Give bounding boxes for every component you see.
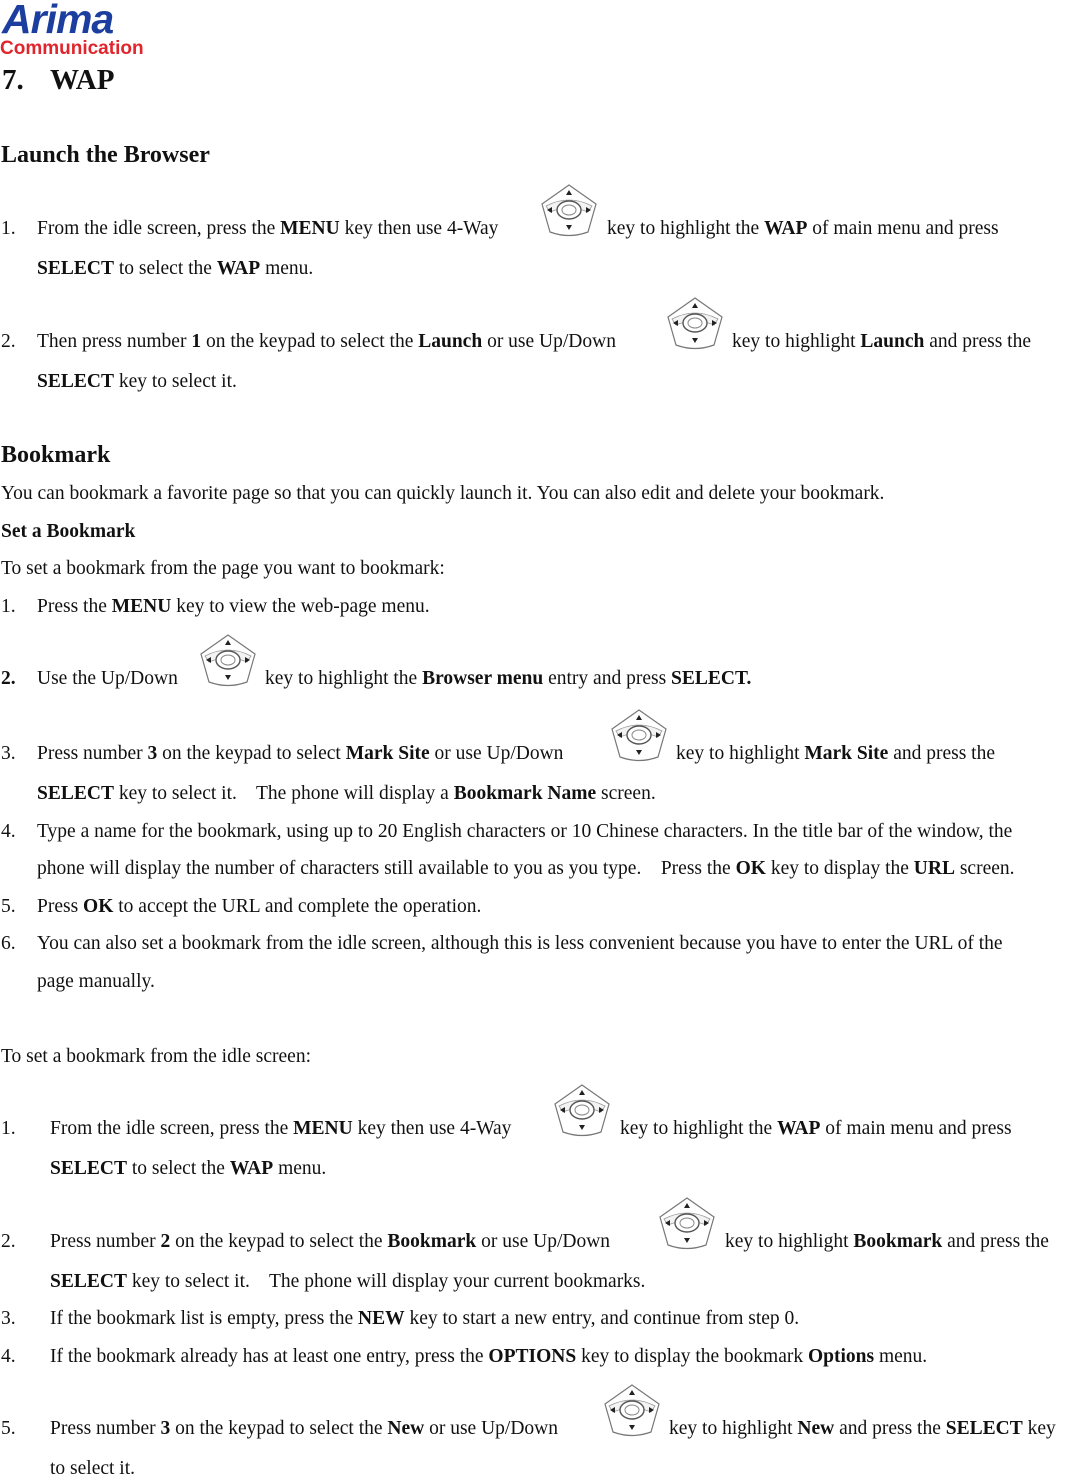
chapter-number: 7. xyxy=(2,64,24,96)
logo-subtitle: Communication xyxy=(0,38,144,59)
launch-step-1-text-c: SELECT to select the WAP menu. xyxy=(37,258,314,279)
idle-step-2-text-b: key to highlight Bookmark and press the xyxy=(725,1231,1049,1252)
idle-step-1-text-a: From the idle screen, press the MENU key then use 4-Way xyxy=(50,1118,512,1139)
up-down-key-icon xyxy=(601,1382,663,1440)
idle-step-2-number: 2. xyxy=(1,1231,16,1252)
page-step-3-text-b: key to highlight Mark Site and press the xyxy=(676,743,996,764)
from-idle-intro: To set a bookmark from the idle screen: xyxy=(1,1046,311,1067)
page-step-5-text: Press OK to accept the URL and complete the operation. xyxy=(37,896,482,917)
four-way-key-icon xyxy=(551,1082,613,1140)
set-bookmark-subheading: Set a Bookmark xyxy=(1,521,136,542)
launch-heading: Launch the Browser xyxy=(1,142,210,168)
idle-step-5-text-a: Press number 3 on the keypad to select the New or use Up/Down xyxy=(50,1418,558,1439)
up-down-key-icon xyxy=(664,295,726,353)
page-step-3-text-c: SELECT key to select it. The phone will display a Bookmark Name screen. xyxy=(37,783,656,804)
idle-step-3-text: If the bookmark list is empty, press the NEW key to start a new entry, and continue from step 0. xyxy=(50,1308,800,1329)
page-step-2-text-a: Use the Up/Down xyxy=(37,668,178,689)
launch-step-2-text-b: key to highlight Launch and press the xyxy=(732,331,1032,352)
idle-step-1-number: 1. xyxy=(1,1118,16,1139)
from-page-intro: To set a bookmark from the page you want to bookmark: xyxy=(1,558,445,579)
page-step-6-number: 6. xyxy=(1,933,16,954)
idle-step-2-text-a: Press number 2 on the keypad to select the Bookmark or use Up/Down xyxy=(50,1231,611,1252)
idle-step-2-text-c: SELECT key to select it. The phone will display your current bookmarks. xyxy=(50,1271,646,1292)
chapter-title: WAP xyxy=(50,64,115,96)
arima-logo xyxy=(0,2,152,58)
page-step-3-text-a: Press number 3 on the keypad to select Mark Site or use Up/Down xyxy=(37,743,564,764)
page-step-2-number: 2. xyxy=(1,668,16,689)
up-down-key-icon xyxy=(608,707,670,765)
page-step-5-number: 5. xyxy=(1,896,16,917)
launch-step-1-text-a: From the idle screen, press the MENU key then use 4-Way xyxy=(37,218,499,239)
idle-step-5-text-b: key to highlight New and press the SELECT key xyxy=(669,1418,1056,1439)
idle-step-4-text: If the bookmark already has at least one entry, press the OPTIONS key to display the bookmark Options menu. xyxy=(50,1346,928,1367)
page-step-1-number: 1. xyxy=(1,596,16,617)
bookmark-heading: Bookmark xyxy=(1,442,111,468)
launch-step-2-text-c: SELECT key to select it. xyxy=(37,371,237,392)
idle-step-1-text-b: key to highlight the WAP of main menu and press xyxy=(620,1118,1012,1139)
up-down-key-icon xyxy=(656,1195,718,1253)
idle-step-5-number: 5. xyxy=(1,1418,16,1439)
idle-step-5-text-c: to select it. xyxy=(50,1458,136,1479)
page-step-6-text-b: page manually. xyxy=(37,971,155,992)
idle-step-3-number: 3. xyxy=(1,1308,16,1329)
page-step-1-text: Press the MENU key to view the web-page menu. xyxy=(37,596,430,617)
page-step-4-text-b: phone will display the number of characters still available to you as you type. Press the OK key to display the URL screen. xyxy=(37,858,1015,879)
idle-step-1-text-c: SELECT to select the WAP menu. xyxy=(50,1158,327,1179)
page-step-4-text-a: Type a name for the bookmark, using up to 20 English characters or 10 Chinese characters. In the title bar of the window, the xyxy=(37,821,1013,842)
bookmark-intro: You can bookmark a favorite page so that you can quickly launch it. You can also edit and delete your bookmark. xyxy=(1,483,885,504)
page-step-2-text-b: key to highlight the Browser menu entry and press SELECT. xyxy=(265,668,752,689)
page-step-4-number: 4. xyxy=(1,821,16,842)
launch-step-1-text-b: key to highlight the WAP of main menu and press xyxy=(607,218,999,239)
page-step-3-number: 3. xyxy=(1,743,16,764)
logo-wordmark: Arima xyxy=(2,0,114,42)
launch-step-2-text-a: Then press number 1 on the keypad to select the Launch or use Up/Down xyxy=(37,331,616,352)
page-step-6-text-a: You can also set a bookmark from the idle screen, although this is less convenient because you have to enter the URL of the xyxy=(37,933,1003,954)
up-down-key-icon xyxy=(197,632,259,690)
four-way-key-icon xyxy=(538,182,600,240)
launch-step-1-number: 1. xyxy=(1,218,16,239)
idle-step-4-number: 4. xyxy=(1,1346,16,1367)
launch-step-2-number: 2. xyxy=(1,331,16,352)
